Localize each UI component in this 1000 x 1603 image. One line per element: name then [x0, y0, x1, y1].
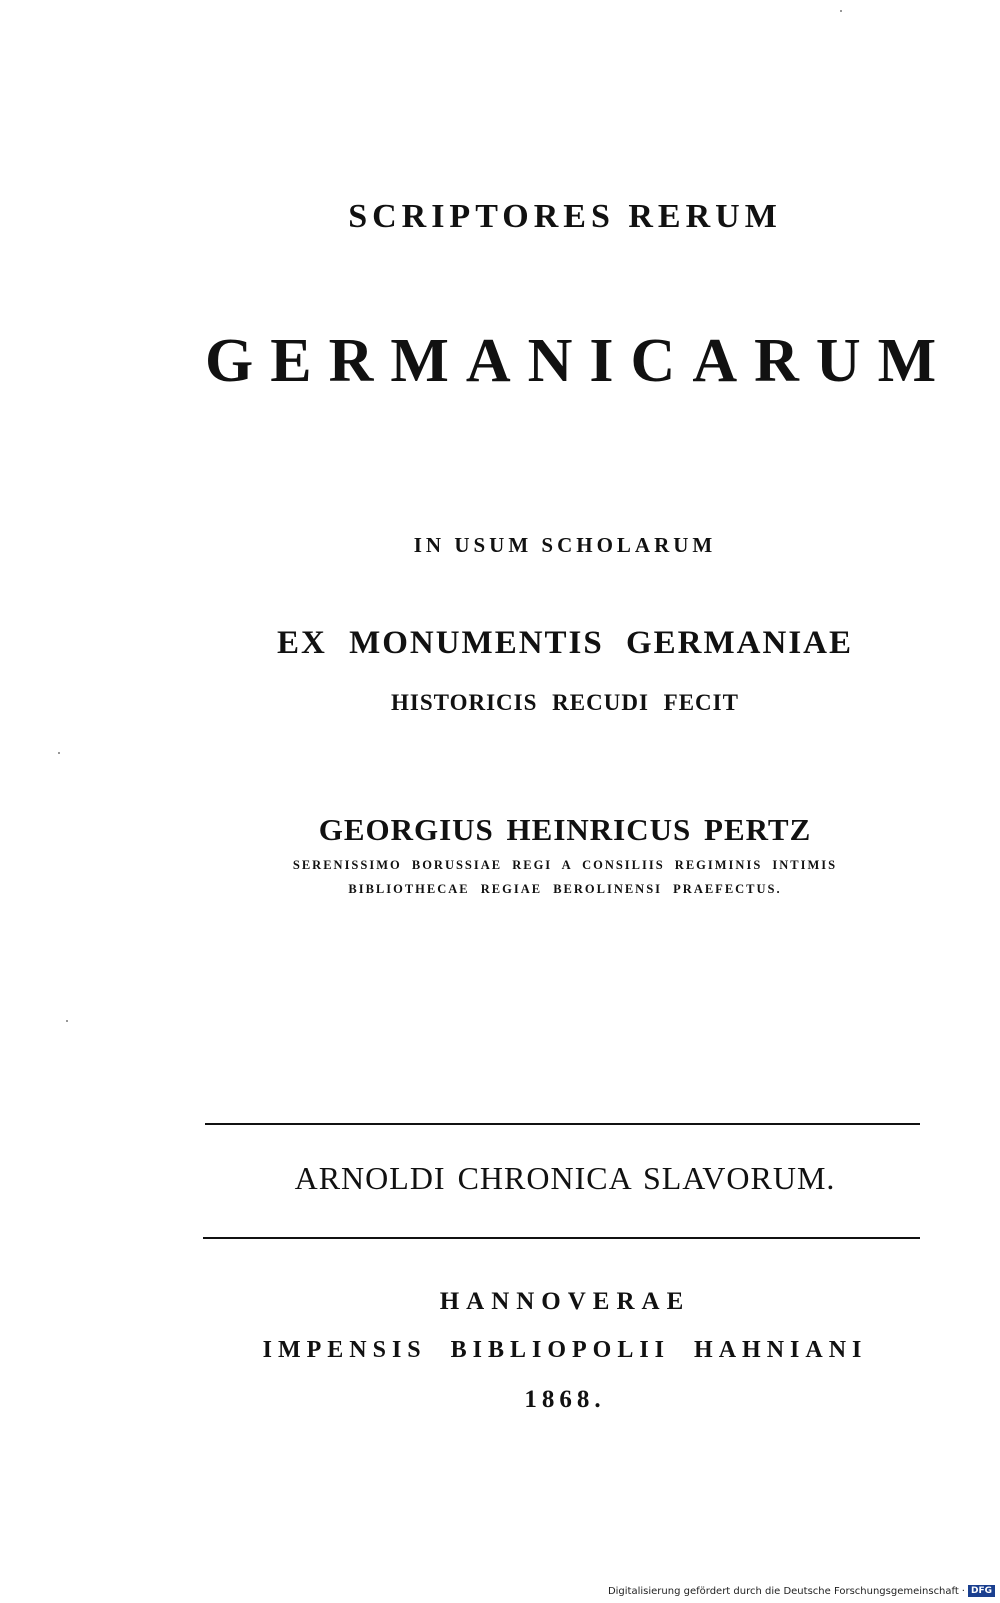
- digitization-credit-text: Digitalisierung gefördert durch die Deutsche Forschungsgemeinschaft: [607, 1585, 959, 1597]
- work-title: ARNOLDI CHRONICA SLAVORUM.: [294, 1160, 836, 1196]
- dfg-logo-icon: DFG: [968, 1585, 995, 1597]
- scan-speck: [840, 10, 842, 12]
- divider-top: [205, 1123, 920, 1125]
- source-line-2: HISTORICIS RECUDI FECIT: [391, 690, 739, 715]
- imprint-city: HANNOVERAE: [439, 1288, 691, 1315]
- editor-name: GEORGIUS HEINRICUS PERTZ: [318, 812, 812, 847]
- editor-credit-line-1: SERENISSIMO BORUSSIAE REGI A CONSILIIS REGIMINIS INTIMIS: [292, 858, 838, 872]
- scan-speck: [58, 752, 60, 754]
- imprint-publisher: IMPENSIS BIBLIOPOLII HAHNIANI: [262, 1337, 868, 1363]
- series-title-main: GERMANICARUM: [205, 327, 954, 395]
- scan-speck: [66, 1020, 68, 1022]
- credit-separator: ·: [961, 1585, 965, 1597]
- editor-credit-line-2: BIBLIOTHECAE REGIAE BEROLINENSI PRAEFECTUS.: [348, 882, 782, 896]
- divider-bottom: [203, 1237, 920, 1239]
- usum-line: IN USUM SCHOLARUM: [413, 533, 717, 557]
- source-line-1: EX MONUMENTIS GERMANIAE: [276, 625, 854, 661]
- series-title-top: SCRIPTORES RERUM: [348, 198, 782, 235]
- digitization-credit: [608, 1583, 995, 1599]
- imprint-year: 1868.: [524, 1386, 606, 1413]
